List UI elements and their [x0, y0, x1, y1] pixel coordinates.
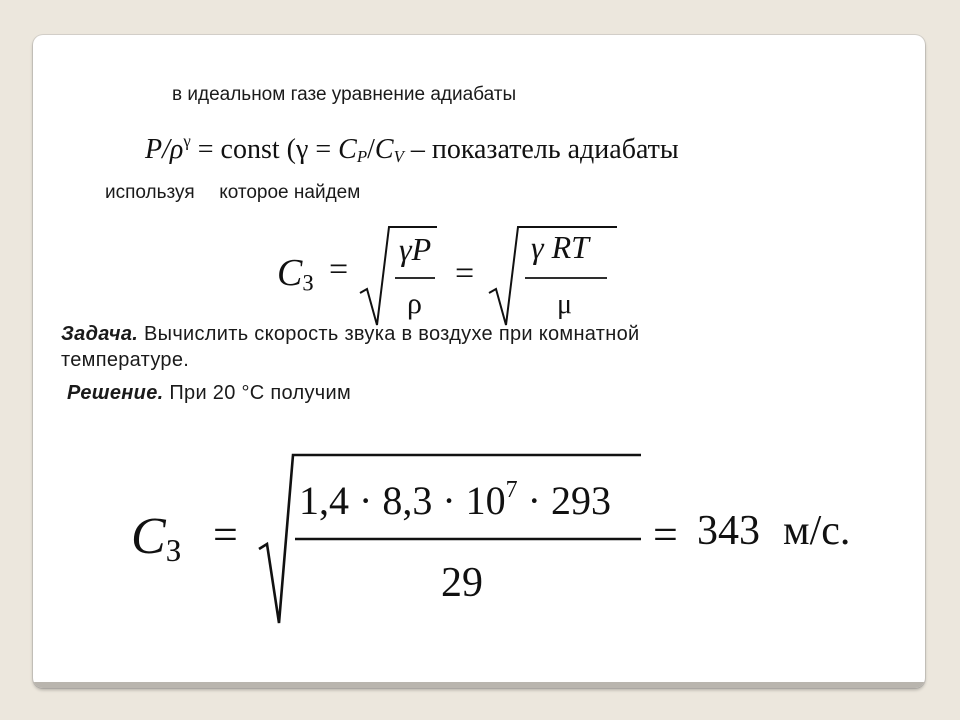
task-label: Задача.	[61, 323, 139, 345]
adiabat-const: const	[220, 134, 280, 165]
task-text: Вычислить скорость звука в воздухе при комнатной	[144, 323, 640, 345]
using-word: используя	[105, 182, 195, 203]
using-line	[105, 182, 360, 204]
adiabat-eq: =	[197, 134, 214, 165]
adiabat-paren: (γ =	[286, 134, 332, 165]
slide	[33, 35, 925, 688]
sound-eq1: =	[329, 251, 349, 288]
sound-num2: γ RT	[531, 229, 589, 265]
adiabat-gamma-exp: γ	[183, 131, 191, 151]
sound-num1: γP	[399, 231, 432, 267]
sound-speed-formula	[277, 225, 637, 335]
adiabat-equation	[145, 131, 679, 167]
sound-den1: ρ	[407, 287, 422, 320]
solution-line	[67, 382, 351, 405]
result-eq2: =	[653, 510, 678, 559]
adiabat-description: – показатель адиабаты	[410, 134, 679, 165]
task-line1	[61, 321, 639, 347]
result-value: 343	[697, 508, 760, 554]
result-formula	[129, 453, 889, 633]
intro-text: в идеальном газе уравнение адиабаты	[172, 84, 517, 105]
adiabat-lhs: P/ρ	[145, 134, 184, 165]
result-denominator: 29	[441, 560, 483, 606]
slide-bottom-bar	[33, 682, 925, 688]
adiabat-cv: $C_V$	[374, 134, 404, 167]
result-c: $C_З$	[131, 508, 182, 568]
result-unit: м/с.	[783, 508, 851, 554]
sound-den2: μ	[557, 289, 573, 320]
solution-text: При 20 °С получим	[169, 382, 351, 404]
task-block	[61, 321, 639, 373]
result-numerator: $1,4 \cdot 8,3 \cdot 10^7 \cdot 293$	[299, 477, 611, 523]
solution-label: Решение.	[67, 382, 164, 404]
task-line2: температуре.	[61, 349, 190, 371]
adiabat-cp: $C_P$	[338, 134, 368, 167]
sound-eq2: =	[455, 255, 475, 292]
adiabat-slash: /	[367, 134, 375, 165]
result-eq1: =	[213, 510, 238, 559]
sound-c: $C_З$	[277, 252, 314, 296]
using-find: которое найдем	[219, 182, 361, 203]
